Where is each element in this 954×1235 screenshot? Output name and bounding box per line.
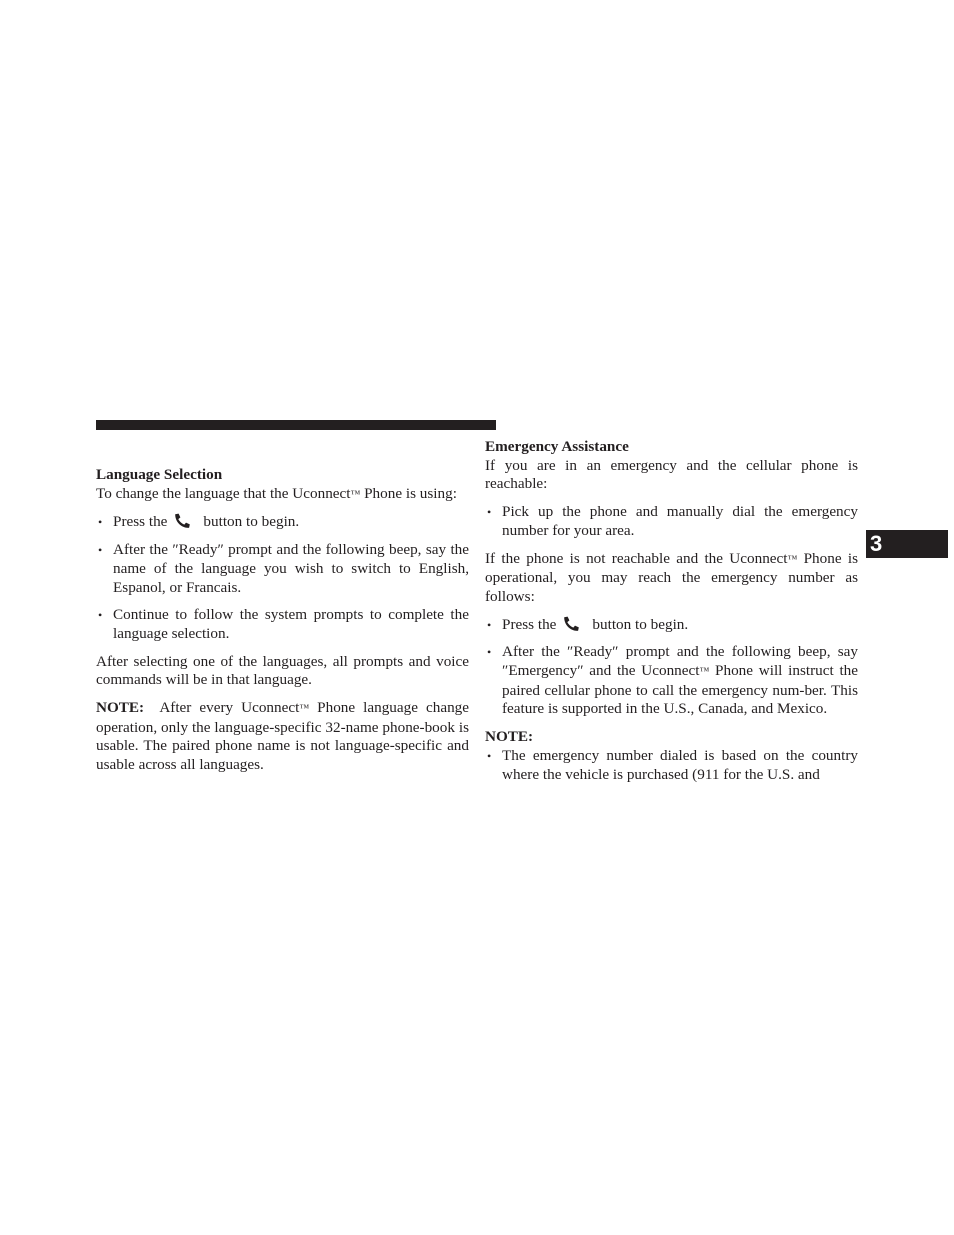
bullet-icon: • [487, 505, 492, 520]
language-steps [96, 513, 469, 643]
trademark-symbol: ™ [299, 703, 310, 715]
note-label: NOTE: [96, 699, 145, 717]
list-item: • Press the button to begin. [98, 513, 300, 531]
emergency-not-reachable-para: If the phone is not reachable and the Uconnect™ Phone is operational, you may reach the emergency number as follows: [485, 549, 858, 605]
language-intro: To change the language that the Uconnect™ Phone is using: [96, 484, 457, 502]
right-column [485, 438, 858, 793]
language-note: NOTE: After every Uconnect™ Phone language change operation, only the language-specific 32-name phone-book is usable. The paired phone name is not language-specific and usable across all languages. [96, 699, 469, 774]
section-rule [96, 420, 496, 430]
bullet-icon: • [487, 748, 492, 763]
list-item: • Continue to follow the system prompts to complete the language selection. [98, 606, 469, 642]
phone-icon [562, 616, 584, 632]
note-label: NOTE: [485, 728, 534, 746]
list-item: • After the ″Ready″ prompt and the following beep, say the name of the language you wish to switch to English, Espanol, or Francais. [98, 541, 469, 596]
phone-icon [173, 513, 195, 529]
list-item: • The emergency number dialed is based on the country where the vehicle is purchased (911 for the U.S. and [487, 746, 858, 783]
bullet-icon: • [98, 543, 103, 558]
chapter-tab: 3 [866, 530, 948, 558]
emergency-note-list [485, 747, 858, 784]
list-item: • After the ″Ready″ prompt and the following beep, say ″Emergency″ and the Uconnect™ Phone will instruct the paired cellular phone to call the emergency num-ber. This feature is supported in the U.S., Canada, and Mexico. [487, 643, 858, 718]
language-after-para: After selecting one of the languages, all prompts and voice commands will be in that language. [96, 652, 469, 689]
left-column [96, 466, 469, 784]
bullet-icon: • [487, 617, 492, 632]
bullet-icon: • [98, 608, 103, 623]
list-item: • Pick up the phone and manually dial the emergency number for your area. [487, 503, 858, 539]
bullet-icon: • [98, 515, 103, 530]
trademark-symbol: ™ [699, 666, 710, 678]
heading-emergency-assistance: Emergency Assistance [485, 438, 629, 455]
emergency-steps-voice [485, 616, 858, 720]
emergency-steps-reachable [485, 503, 858, 540]
bullet-icon: • [487, 645, 492, 660]
trademark-symbol: ™ [787, 553, 798, 565]
emergency-intro: If you are in an emergency and the cellular phone is reachable: [485, 456, 858, 493]
list-item: • Press the button to begin. [487, 615, 689, 633]
trademark-symbol: ™ [350, 488, 361, 500]
heading-language-selection: Language Selection [96, 466, 223, 483]
